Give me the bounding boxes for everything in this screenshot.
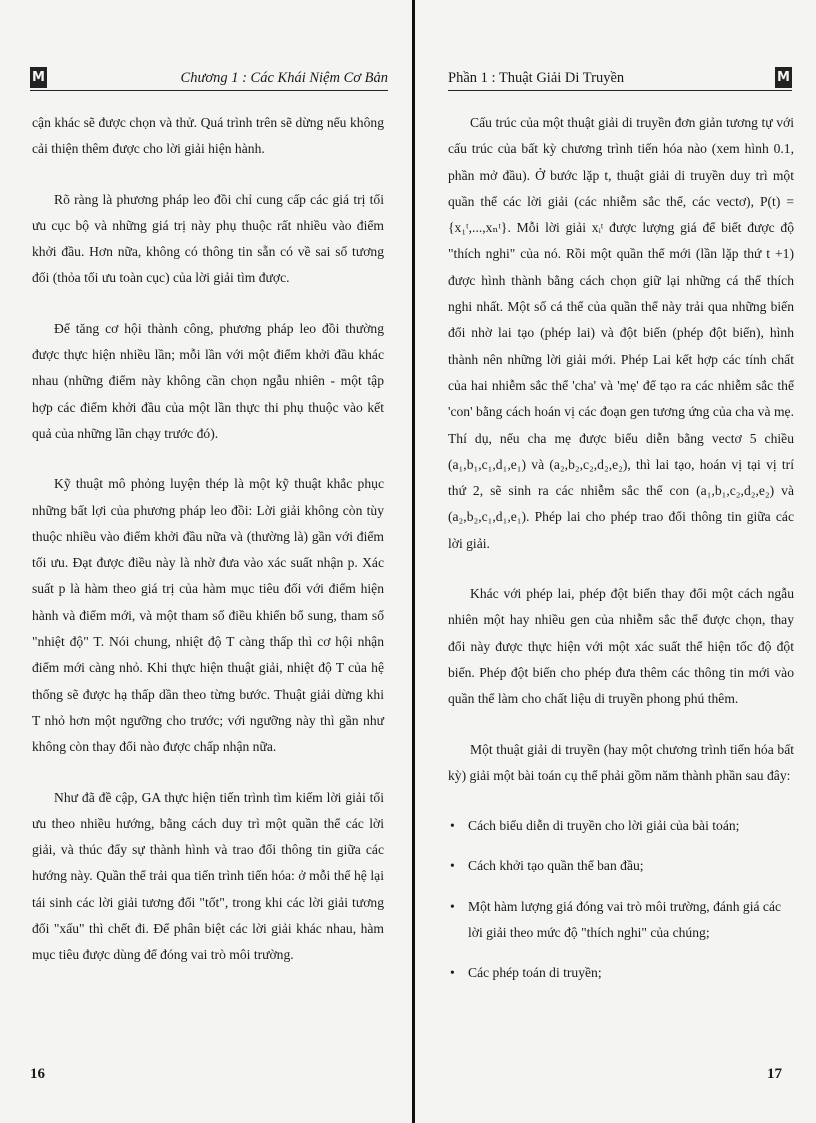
left-header-title: Chương 1 : Các Khái Niệm Cơ Bản: [180, 70, 388, 86]
list-item: • Các phép toán di truyền;: [448, 960, 794, 986]
book-logo-icon: M: [30, 67, 47, 88]
paragraph: Khác với phép lai, phép đột biến thay đổi một cách ngẫu nhiên một hay nhiều gen của nhiễm sắc thể được chọn, thay đổi này được thực hiện với một xác suất thể hiện tốc độ đột biến. Phép đột biến cho phép đưa thêm các thông tin mới vào quần thể làm cho chất liệu di truyền phong phú thêm.: [448, 586, 794, 707]
left-page-body: [32, 110, 384, 993]
paragraph: Một thuật giải di truyền (hay một chương trình tiến hóa bất kỳ) giải một bài toán cụ thể phải gồm năm thành phần sau đây:: [448, 741, 794, 783]
component-list: [448, 813, 794, 986]
list-item: • Cách khởi tạo quần thể ban đầu;: [448, 853, 794, 879]
paragraph: Rõ ràng là phương pháp leo đồi chỉ cung cấp các giá trị tối ưu cục bộ và những giá trị này phụ thuộc rất nhiều vào điểm khởi đầu. Hơn nữa, không có thông tin sẵn có về sai số tương đối (thỏa tối ưu toàn cục) của lời giải tìm được.: [32, 191, 384, 286]
right-page-header: [448, 64, 792, 91]
paragraph: Kỹ thuật mô phỏng luyện thép là một kỹ thuật khắc phục những bất lợi của phương pháp leo đồi: Lời giải không còn tùy thuộc nhiều vào điểm khởi đầu nữa và (thường là) gần với điểm tối ưu. Đạt được điều này là nhờ đưa vào xác suất nhận p. Xác suất p là hàm theo giá trị của hàm mục tiêu đối với điểm hiện hành và điểm mới, và một tham số điều khiển bổ sung, tham số "nhiệt độ" T. Nói chung, nhiệt độ T càng thấp thì cơ hội nhận điểm mới càng nhỏ. Khi thực hiện thuật giải, nhiệt độ T của hệ thống sẽ được hạ thấp dần theo từng bước. Thuật giải dừng khi T nhỏ hơn một ngưỡng cho trước; với ngưỡng này thì gần như không còn thay đổi nào được chấp nhận nữa.: [32, 476, 384, 755]
page-number: 17: [767, 1066, 782, 1082]
right-page-body: [448, 110, 794, 1001]
paragraph: Để tăng cơ hội thành công, phương pháp leo đồi thường được thực hiện nhiều lần; mỗi lần với một điểm khởi đầu khác nhau (những điểm này không cần chọn ngẫu nhiên - một tập hợp các điểm khởi đầu của một lần thực thi phụ thuộc vào kết quả của những lần chạy trước đó).: [32, 320, 384, 441]
paragraph: cận khác sẽ được chọn và thử. Quá trình trên sẽ dừng nếu không cải thiện thêm được cho lời giải hiện hành.: [32, 115, 384, 157]
list-item: • Một hàm lượng giá đóng vai trò môi trường, đánh giá các lời giải theo mức độ "thích nghi" của chúng;: [448, 894, 794, 947]
book-logo-icon: M: [775, 67, 792, 88]
paragraph: Như đã đề cập, GA thực hiện tiến trình tìm kiếm lời giải tối ưu theo nhiều hướng, bằng cách duy trì một quần thể các lời giải, và thúc đẩy sự thành hình và trao đổi thông tin giữa các hướng này. Quần thể trải qua tiến trình tiến hóa: ở mỗi thế hệ lại tái sinh các lời giải tương đối "tốt", trong khi các lời giải tương đối "xấu" thì chết đi. Để phân biệt các lời giải khác nhau, hàm mục tiêu được dùng để đóng vai trò môi trường.: [32, 789, 384, 963]
paragraph: Cấu trúc của một thuật giải di truyền đơn giản tương tự với cấu trúc của bất kỳ chương trình tiến hóa nào (xem hình 0.1, phần mở đầu). Ở bước lặp t, thuật giải di truyền duy trì một quần thể các lời giải (các nhiễm sắc thể, các vectơ), P(t) = {x₁ᵗ,...,xₙᵗ}. Mỗi lời giải xᵢᵗ được lượng giá để biết được độ "thích nghi" của nó. Rồi một quần thể mới (lần lặp thứ t +1) được hình thành bằng cách chọn giữ lại những cá thể thích nghi nhất. Một số cá thể của quần thể này trải qua những biến đổi nhờ lai tạo (phép lai) và đột biến (phép đột biến), hình thành nên những lời giải mới. Phép Lai kết hợp các tính chất của hai nhiễm sắc thể 'cha' và 'mẹ' để tạo ra các nhiễm sắc thể 'con' bằng cách hoán vị các đoạn gen tương ứng của cha và mẹ. Thí dụ, nếu cha mẹ được biểu diễn bằng vectơ 5 chiều (a₁,b₁,c₁,d₁,e₁) và (a₂,b₂,c₂,d₂,e₂), thì lai tạo, hoán vị tại vị trí thứ 2, sẽ sinh ra các nhiễm sắc thể con (a₁,b₁,c₂,d₂,e₂) và (a₂,b₂,c₁,d₁,e₁). Phép lai cho phép trao đổi thông tin giữa các lời giải.: [448, 115, 794, 551]
list-item: • Cách biểu diễn di truyền cho lời giải của bài toán;: [448, 813, 794, 839]
right-header-title: Phần 1 : Thuật Giải Di Truyền: [448, 70, 625, 86]
left-page-header: [30, 64, 388, 91]
right-page: [415, 0, 816, 1123]
page-number: 16: [30, 1066, 45, 1082]
